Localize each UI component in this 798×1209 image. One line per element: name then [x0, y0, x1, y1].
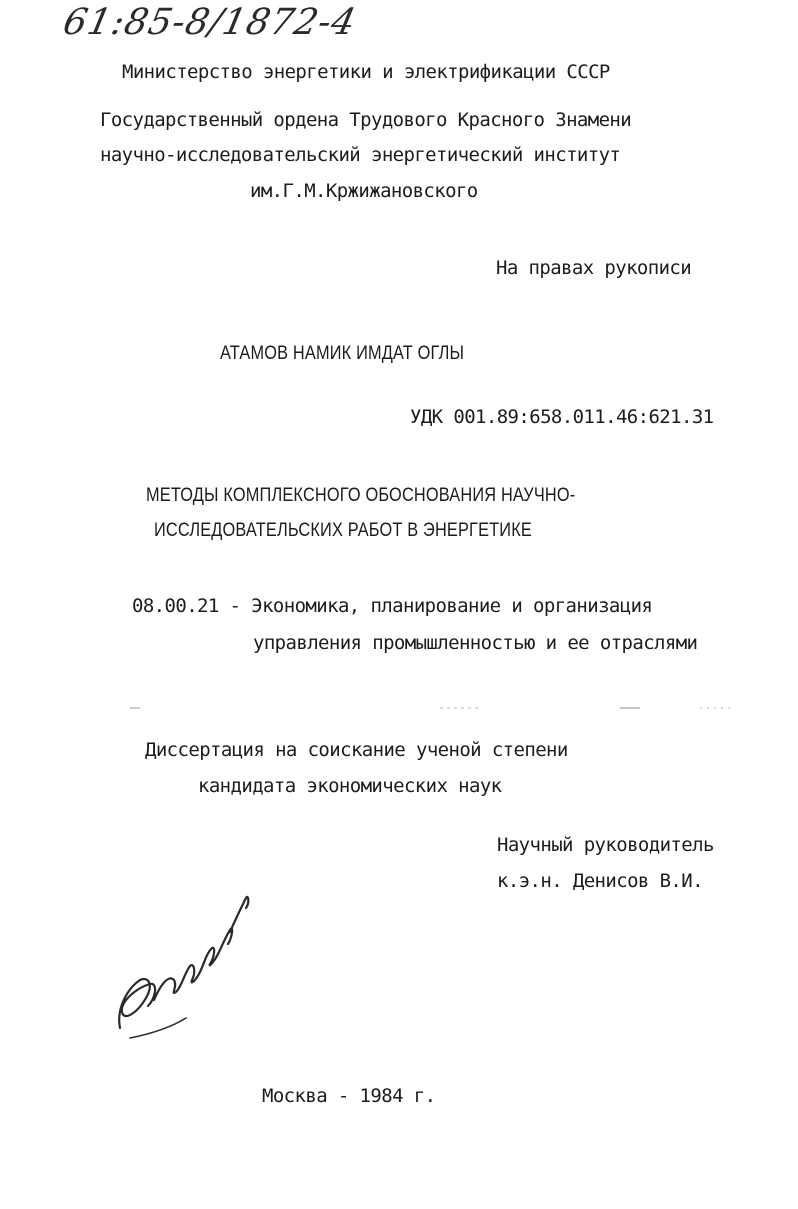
udc-code: УДК 001.89:658.011.46:621.31 [410, 406, 714, 428]
scan-artifact-dashes [60, 706, 740, 710]
supervisor-name: к.э.н. Денисов В.И. [497, 870, 703, 892]
institute-line-1: Государственный ордена Трудового Красного Знамени [100, 109, 632, 131]
supervisor-label: Научный руководитель [497, 834, 714, 856]
specialty-line-1: 08.00.21 - Экономика, планирование и организация [132, 595, 653, 617]
institute-line-3: им.Г.М.Кржижановского [250, 180, 478, 202]
thesis-title-line-1: МЕТОДЫ КОМПЛЕКСНОГО ОБОСНОВАНИЯ НАУЧНО- [146, 485, 576, 506]
author-name: АТАМОВ НАМИК ИМДАТ ОГЛЫ [220, 343, 465, 364]
manuscript-rights: На правах рукописи [496, 257, 692, 279]
specialty-line-2: управления промышленностью и ее отраслями [253, 632, 698, 654]
city-year: Москва - 1984 г. [262, 1085, 436, 1107]
dissertation-line-2: кандидата экономических наук [198, 775, 502, 797]
thesis-title-line-2: ИССЛЕДОВАТЕЛЬСКИХ РАБОТ В ЭНЕРГЕТИКЕ [154, 520, 532, 541]
institute-line-2: научно-исследовательский энергетический институт [100, 144, 621, 166]
author-signature [110, 888, 260, 1048]
ministry-line: Министерство энергетики и электрификации СССР [122, 61, 610, 83]
dissertation-line-1: Диссертация на соискание ученой степени [145, 739, 568, 761]
archive-code-handwritten: 61:85-8/1872-4 [59, 2, 360, 43]
